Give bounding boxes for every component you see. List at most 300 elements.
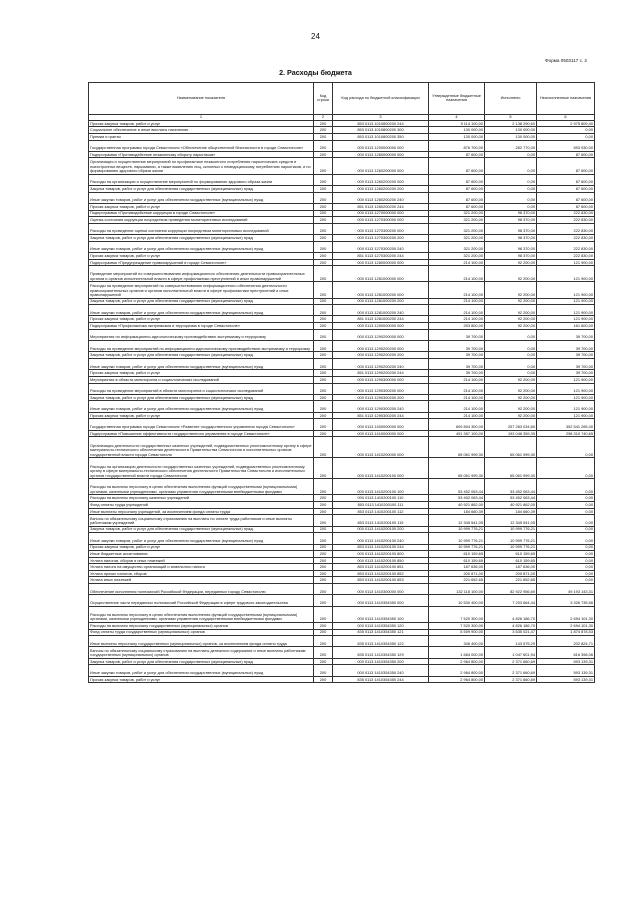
row-approved: 12 345 541,05 — [429, 515, 485, 526]
table-row — [89, 636, 595, 647]
row-name: Уплата прочих налогов, сборов — [89, 570, 314, 577]
row-line-code: 200 — [314, 495, 333, 502]
row-unexecuted: 3 326 735,56 — [537, 595, 595, 606]
table-row — [89, 479, 595, 495]
row-name: Взносы по обязательному социальному страхованию на выплаты денежного содержания и иные выплаты работникам государственных (муниципальных) органов — [89, 647, 314, 658]
row-line-code: 200 — [314, 352, 333, 359]
row-line-code: 200 — [314, 253, 333, 260]
row-unexecuted: 39 700,00 — [537, 329, 595, 340]
row-executed: 610 159,65 — [485, 551, 537, 558]
row-line-code: 200 — [314, 133, 333, 140]
row-unexecuted: 49 193 143,31 — [537, 584, 595, 595]
row-executed: 0,00 — [485, 174, 537, 185]
row-executed: 98 370,00 — [485, 241, 537, 252]
row-line-code: 200 — [314, 329, 333, 340]
row-unexecuted: 0,00 — [537, 533, 595, 544]
col-index: 1 — [89, 114, 314, 120]
header-unexecuted: Неисполненные назначения — [537, 83, 595, 115]
row-classification-code: 000 0113 1410200100 100 — [333, 479, 429, 495]
table-row — [89, 551, 595, 558]
row-line-code: 200 — [314, 358, 333, 369]
row-classification-code: 000 0113 1410354350 000 — [333, 595, 429, 606]
table-row — [89, 235, 595, 242]
row-approved: 214 100,00 — [429, 259, 485, 266]
row-unexecuted: 2 694 101,30 — [537, 606, 595, 622]
table-row — [89, 151, 595, 158]
row-unexecuted: 222 830,00 — [537, 241, 595, 252]
row-name: Расходы на организацию и осуществление мероприятий по формированию здорового образа жизни — [89, 174, 314, 185]
row-line-code: 200 — [314, 120, 333, 127]
row-name: Иные закупки товаров, работ и услуг для обеспечения государственных (муниципальных) нужд — [89, 192, 314, 203]
row-line-code: 200 — [314, 235, 333, 242]
row-name: Подпрограмма «Противодействие незаконному обороту наркотиков» — [89, 151, 314, 158]
row-line-code: 200 — [314, 210, 333, 217]
form-code: Форма 0503117 с. 2 — [545, 58, 587, 63]
row-line-code: 200 — [314, 376, 333, 383]
row-executed: 98 370,00 — [485, 235, 537, 242]
row-executed: 0,00 — [485, 329, 537, 340]
row-line-code: 200 — [314, 458, 333, 479]
row-unexecuted: 121 900,00 — [537, 259, 595, 266]
row-approved: 130 000,00 — [429, 133, 485, 140]
header-executed: Исполнено — [485, 83, 537, 115]
row-classification-code: 000 0113 1260200000 000 — [333, 158, 429, 174]
table-row — [89, 223, 595, 234]
row-name: Прочая закупка товаров, работ и услуг — [89, 676, 314, 683]
row-executed: 7 203 664,44 — [485, 595, 537, 606]
row-executed: 2 371 660,69 — [485, 676, 537, 683]
table-row — [89, 437, 595, 458]
row-approved: 321 200,00 — [429, 210, 485, 217]
row-name: Расходы на проведение мероприятий по совершенствованию информационного обеспечения деятельности правоохранительных органов и органов исполнительной власти в сфере профилактики преступлений и иных правонарушений — [89, 282, 314, 298]
row-approved: 53 452 063,44 — [429, 495, 485, 502]
row-approved: 321 200,00 — [429, 241, 485, 252]
row-name: Прочая закупка товаров, работ и услуг — [89, 253, 314, 260]
row-unexecuted: 222 830,00 — [537, 223, 595, 234]
table-row — [89, 186, 595, 193]
row-classification-code: 851 0113 1260200200 244 — [333, 203, 429, 210]
row-name: Расходы на выплаты персоналу казенных учреждений — [89, 495, 314, 502]
row-unexecuted: 0,00 — [537, 526, 595, 533]
table-row — [89, 323, 595, 330]
row-executed: 0,00 — [485, 358, 537, 369]
row-name: Расходы на проведение мероприятий в области мониторинга и социологических исследований — [89, 383, 314, 394]
row-unexecuted: 0,00 — [537, 570, 595, 577]
row-approved: 214 100,00 — [429, 316, 485, 323]
row-classification-code: 853 0113 1410200100 853 — [333, 577, 429, 584]
table-row — [89, 401, 595, 412]
row-name: Государственная программа города Севастополя «Развитие государственного управления города Севастополя» — [89, 419, 314, 430]
table-row — [89, 203, 595, 210]
row-line-code: 200 — [314, 217, 333, 224]
row-name: Иные закупки товаров, работ и услуг для обеспечения государственных (муниципальных) нужд — [89, 665, 314, 676]
row-approved: 65 061 999,30 — [429, 437, 485, 458]
row-classification-code: 851 0113 1270300200 244 — [333, 253, 429, 260]
row-line-code: 200 — [314, 341, 333, 352]
row-executed: 257 263 034,60 — [485, 419, 537, 430]
row-classification-code: 853 0113 1410200100 111 — [333, 502, 429, 509]
row-unexecuted: 121 900,00 — [537, 305, 595, 316]
row-executed: 10 999 776,21 — [485, 544, 537, 551]
row-unexecuted: 121 900,00 — [537, 266, 595, 282]
row-executed: 98 370,00 — [485, 210, 537, 217]
row-name: Обеспечение исполнения полномочий Российской Федерации, переданных городу Севастополю — [89, 584, 314, 595]
row-executed: 53 452 063,44 — [485, 495, 537, 502]
row-name: Расходы на организацию деятельности государственных казенных учреждений, подведомственных уполномоченному органу в сфере материально-технического обеспечения деятельности Правительства Севастополя и исполнительных органов государственной власти города Севастополя — [89, 458, 314, 479]
table-row — [89, 127, 595, 134]
table-row — [89, 341, 595, 352]
row-line-code: 200 — [314, 186, 333, 193]
table-row — [89, 210, 595, 217]
row-executed: 1 047 601,94 — [485, 647, 537, 658]
row-executed: 92 200,00 — [485, 305, 537, 316]
row-approved: 253 800,00 — [429, 323, 485, 330]
table-row — [89, 676, 595, 683]
row-classification-code: 000 0113 1410200100 800 — [333, 551, 429, 558]
row-unexecuted: 121 900,00 — [537, 394, 595, 401]
row-executed: 98 370,00 — [485, 217, 537, 224]
row-executed: 130 000,00 — [485, 133, 537, 140]
row-line-code: 200 — [314, 629, 333, 636]
row-unexecuted: 222 830,00 — [537, 210, 595, 217]
row-line-code: 200 — [314, 127, 333, 134]
row-line-code: 200 — [314, 259, 333, 266]
row-executed: 282 770,00 — [485, 140, 537, 151]
row-unexecuted: 0,00 — [537, 551, 595, 558]
row-unexecuted: 2 975 809,40 — [537, 120, 595, 127]
row-approved: 321 200,00 — [429, 253, 485, 260]
row-classification-code: 000 0113 1281000200 000 — [333, 282, 429, 298]
row-line-code: 200 — [314, 370, 333, 377]
row-approved: 321 200,00 — [429, 217, 485, 224]
table-row — [89, 533, 595, 544]
row-executed: 187 636,00 — [485, 564, 537, 571]
row-classification-code: 000 0113 1410354350 120 — [333, 622, 429, 629]
row-line-code: 200 — [314, 544, 333, 551]
row-name: Прочая закупка товаров, работ и услуг — [89, 544, 314, 551]
row-name: Взносы по обязательному социальному страхованию на выплаты по оплате труда работников и иные выплаты работникам учреждений — [89, 515, 314, 526]
row-classification-code: 835 0113 1410354350 129 — [333, 647, 429, 658]
row-unexecuted: 0,00 — [537, 502, 595, 509]
row-unexecuted: 298 310 740,65 — [537, 430, 595, 437]
row-approved: 87 600,00 — [429, 174, 485, 185]
row-line-code: 200 — [314, 174, 333, 185]
row-classification-code: 000 0113 1410200100 200 — [333, 526, 429, 533]
row-classification-code: 000 0113 1290200200 200 — [333, 352, 429, 359]
table-row — [89, 120, 595, 127]
row-classification-code: 853 0113 1010800200 244 — [333, 120, 429, 127]
row-executed: 184 660,39 — [485, 508, 537, 515]
row-unexecuted: 39 700,00 — [537, 370, 595, 377]
row-classification-code: 851 0113 1290300200 244 — [333, 412, 429, 419]
row-unexecuted: 121 900,00 — [537, 316, 595, 323]
table-row — [89, 305, 595, 316]
row-executed: 2 371 660,69 — [485, 665, 537, 676]
header-classification-code: Код расхода по бюджетной классификации — [333, 83, 429, 115]
row-approved: 2 964 800,00 — [429, 658, 485, 665]
row-name: Прочая закупка товаров, работ и услуг — [89, 120, 314, 127]
row-line-code: 200 — [314, 223, 333, 234]
row-name: Расходы на проведение мероприятий по информационно-идеологическому противодействию экстремизму и терроризму — [89, 341, 314, 352]
row-approved: 40 921 862,00 — [429, 502, 485, 509]
row-approved: 39 700,00 — [429, 329, 485, 340]
row-classification-code: 000 0113 1270300000 000 — [333, 217, 429, 224]
row-unexecuted: 87 600,00 — [537, 203, 595, 210]
row-line-code: 200 — [314, 515, 333, 526]
page-number: 24 — [311, 32, 320, 41]
row-unexecuted: 0,00 — [537, 564, 595, 571]
row-executed: 3 635 021,47 — [485, 629, 537, 636]
row-executed: 143 575,29 — [485, 636, 537, 647]
row-unexecuted: 121 900,00 — [537, 412, 595, 419]
row-approved: 214 100,00 — [429, 266, 485, 282]
row-classification-code: 000 0113 1260200200 000 — [333, 174, 429, 185]
row-approved: 10 530 400,00 — [429, 595, 485, 606]
row-line-code: 200 — [314, 636, 333, 647]
row-approved: 87 600,00 — [429, 192, 485, 203]
row-approved: 7 520 300,00 — [429, 622, 485, 629]
row-line-code: 200 — [314, 158, 333, 174]
row-unexecuted: 202 824,71 — [537, 636, 595, 647]
row-classification-code: 000 0113 1270300200 200 — [333, 235, 429, 242]
row-classification-code: 000 0113 1410354350 240 — [333, 665, 429, 676]
row-name: Закупка товаров, работ и услуг для обеспечения государственных (муниципальных) нужд — [89, 235, 314, 242]
row-classification-code: 000 0113 1410200100 850 — [333, 557, 429, 564]
table-row — [89, 282, 595, 298]
row-name: Премии и гранты — [89, 133, 314, 140]
row-classification-code: 000 0113 1410200000 000 — [333, 437, 429, 458]
row-name: Иные закупки товаров, работ и услуг для обеспечения государственных (муниципальных) нужд — [89, 241, 314, 252]
row-classification-code: 853 0113 1410200100 852 — [333, 570, 429, 577]
row-executed: 92 200,00 — [485, 259, 537, 266]
row-unexecuted: 593 930,00 — [537, 140, 595, 151]
row-classification-code: 851 0113 1281000200 244 — [333, 316, 429, 323]
table-row — [89, 577, 595, 584]
row-executed: 92 200,00 — [485, 298, 537, 305]
table-row — [89, 458, 595, 479]
row-approved: 214 100,00 — [429, 298, 485, 305]
row-executed: 130 000,00 — [485, 127, 537, 134]
row-line-code: 200 — [314, 282, 333, 298]
row-approved: 10 999 776,21 — [429, 544, 485, 551]
row-classification-code: 000 0113 1260000000 000 — [333, 151, 429, 158]
row-unexecuted: 1 874 878,53 — [537, 629, 595, 636]
row-name: Оценка состояния коррупции посредством проведения мониторинговых исследований — [89, 217, 314, 224]
row-executed: 10 999 776,21 — [485, 533, 537, 544]
table-row — [89, 495, 595, 502]
row-line-code: 200 — [314, 508, 333, 515]
row-line-code: 200 — [314, 298, 333, 305]
row-classification-code: 000 0113 1270000000 000 — [333, 210, 429, 217]
row-name: Подпрограмма «Профилактика экстремизма и терроризма в городе Севастополе» — [89, 323, 314, 330]
row-executed: 4 826 186,70 — [485, 622, 537, 629]
row-name: Расходы на выплаты персоналу государственных (муниципальных) органов — [89, 622, 314, 629]
row-classification-code: 000 0113 1410000000 000 — [333, 430, 429, 437]
table-row — [89, 316, 595, 323]
table-row — [89, 329, 595, 340]
row-line-code: 200 — [314, 437, 333, 458]
row-line-code: 200 — [314, 533, 333, 544]
row-line-code: 200 — [314, 570, 333, 577]
row-name: Прочая закупка товаров, работ и услуг — [89, 412, 314, 419]
expenditure-table — [88, 82, 595, 683]
row-unexecuted: 222 830,00 — [537, 217, 595, 224]
row-unexecuted: 0,00 — [537, 515, 595, 526]
row-classification-code: 853 0113 1410200100 112 — [333, 508, 429, 515]
row-executed: 98 370,00 — [485, 223, 537, 234]
table-row — [89, 647, 595, 658]
row-executed: 0,00 — [485, 203, 537, 210]
table-row — [89, 419, 595, 430]
row-name: Иные закупки товаров, работ и услуг для обеспечения государственных (муниципальных) нужд — [89, 533, 314, 544]
row-name: Подпрограмма «Противодействие коррупции в городе Севастополе» — [89, 210, 314, 217]
table-row — [89, 564, 595, 571]
row-name: Проведение мероприятий по совершенствованию информационного обеспечения деятельности правоохранительных органов и органов исполнительной власти в сфере профилактики преступлений и иных правонарушений — [89, 266, 314, 282]
row-executed: 92 200,00 — [485, 401, 537, 412]
table-row — [89, 584, 595, 595]
table-row — [89, 570, 595, 577]
row-approved: 7 520 300,00 — [429, 606, 485, 622]
row-classification-code: 835 0113 1410354350 122 — [333, 636, 429, 647]
table-row — [89, 174, 595, 185]
row-unexecuted: 593 139,31 — [537, 676, 595, 683]
row-classification-code: 853 0113 1410200100 851 — [333, 564, 429, 571]
row-approved: 610 159,65 — [429, 557, 485, 564]
row-approved: 39 700,00 — [429, 358, 485, 369]
table-row — [89, 526, 595, 533]
row-line-code: 200 — [314, 577, 333, 584]
row-classification-code: 000 0113 1410354350 100 — [333, 606, 429, 622]
row-line-code: 200 — [314, 665, 333, 676]
table-row — [89, 376, 595, 383]
table-row — [89, 394, 595, 401]
row-unexecuted: 121 900,00 — [537, 282, 595, 298]
row-executed: 53 452 063,44 — [485, 479, 537, 495]
row-executed: 221 652,65 — [485, 577, 537, 584]
row-unexecuted: 87 600,00 — [537, 151, 595, 158]
row-name: Уплата налогов, сборов и иных платежей — [89, 557, 314, 564]
row-classification-code: 000 0113 1410354350 200 — [333, 658, 429, 665]
row-classification-code: 000 0113 1400000000 000 — [333, 419, 429, 430]
table-row — [89, 515, 595, 526]
row-unexecuted: 0,00 — [537, 479, 595, 495]
row-approved: 2 964 800,00 — [429, 676, 485, 683]
row-unexecuted: 0,00 — [537, 557, 595, 564]
row-line-code: 200 — [314, 316, 333, 323]
row-executed: 4 826 186,70 — [485, 606, 537, 622]
row-unexecuted: 121 900,00 — [537, 383, 595, 394]
row-classification-code: 000 0113 1410200100 240 — [333, 533, 429, 544]
row-unexecuted: 593 139,31 — [537, 658, 595, 665]
header-row — [89, 83, 595, 115]
row-unexecuted: 39 700,00 — [537, 341, 595, 352]
table-body — [89, 120, 595, 683]
row-name: Расходы на выплаты персоналу в целях обеспечения выполнения функций государственными (муниципальными) органами, казенными учреждениями, органами управления государственными внебюджетными фондами — [89, 606, 314, 622]
row-classification-code: 851 0113 1290200200 244 — [333, 370, 429, 377]
table-row — [89, 383, 595, 394]
row-unexecuted: 121 900,00 — [537, 401, 595, 412]
row-approved: 5 114 100,00 — [429, 120, 485, 127]
row-name: Иные закупки товаров, работ и услуг для обеспечения государственных (муниципальных) нужд — [89, 358, 314, 369]
row-classification-code: 000 0113 1260200200 200 — [333, 186, 429, 193]
row-classification-code: 000 0113 1270300200 000 — [333, 223, 429, 234]
table-row — [89, 595, 595, 606]
row-approved: 321 200,00 — [429, 235, 485, 242]
row-unexecuted: 0,00 — [537, 577, 595, 584]
row-executed: 0,00 — [485, 192, 537, 203]
row-unexecuted: 0,00 — [537, 508, 595, 515]
row-line-code: 200 — [314, 584, 333, 595]
row-approved: 39 700,00 — [429, 352, 485, 359]
table-row — [89, 158, 595, 174]
row-line-code: 200 — [314, 151, 333, 158]
row-executed: 98 370,00 — [485, 253, 537, 260]
row-name: Мероприятия по информационно-идеологическому противодействию экстремизму и терроризму — [89, 329, 314, 340]
row-line-code: 200 — [314, 551, 333, 558]
col-index: 5 — [485, 114, 537, 120]
row-executed: 12 345 541,05 — [485, 515, 537, 526]
row-approved: 39 700,00 — [429, 341, 485, 352]
row-approved: 214 100,00 — [429, 376, 485, 383]
row-name: Организация деятельности государственных казенных учреждений, подведомственных уполномоченному органу в сфере материально-технического обеспечения деятельности Правительства Севастополя и исполнительных органов государственной власти города Севастополя — [89, 437, 314, 458]
row-executed: 65 061 999,30 — [485, 458, 537, 479]
table-row — [89, 658, 595, 665]
row-executed: 92 200,00 — [485, 412, 537, 419]
table-row — [89, 629, 595, 636]
row-approved: 87 600,00 — [429, 186, 485, 193]
row-classification-code: 000 0113 1290300200 000 — [333, 383, 429, 394]
row-classification-code: 835 0113 1410354350 121 — [333, 629, 429, 636]
row-line-code: 200 — [314, 140, 333, 151]
row-unexecuted: 121 900,00 — [537, 376, 595, 383]
row-line-code: 200 — [314, 430, 333, 437]
row-classification-code: 000 0113 1260200200 240 — [333, 192, 429, 203]
table-row — [89, 133, 595, 140]
row-name: Расходы на выплаты персоналу в целях обеспечения выполнения функций государственными (муниципальными) органами, казенными учреждениями, органами управления государственными внебюджетными фондами — [89, 479, 314, 495]
row-name: Иные выплаты персоналу учреждений, за исключением фонда оплаты труда — [89, 508, 314, 515]
table-row — [89, 241, 595, 252]
row-approved: 214 100,00 — [429, 412, 485, 419]
row-approved: 130 000,00 — [429, 127, 485, 134]
row-approved: 87 600,00 — [429, 158, 485, 174]
row-unexecuted: 0,00 — [537, 458, 595, 479]
table-row — [89, 412, 595, 419]
table-row — [89, 606, 595, 622]
row-line-code: 200 — [314, 564, 333, 571]
row-line-code: 200 — [314, 647, 333, 658]
row-executed: 0,00 — [485, 341, 537, 352]
row-executed: 40 921 862,00 — [485, 502, 537, 509]
row-classification-code: 000 0113 1290300200 200 — [333, 394, 429, 401]
row-classification-code: 000 0113 1410300000 000 — [333, 584, 429, 595]
row-line-code: 200 — [314, 526, 333, 533]
table-row — [89, 298, 595, 305]
row-executed: 610 159,65 — [485, 557, 537, 564]
row-executed: 92 200,00 — [485, 383, 537, 394]
row-unexecuted: 0,00 — [537, 544, 595, 551]
row-executed: 92 200,00 — [485, 282, 537, 298]
row-line-code: 200 — [314, 323, 333, 330]
table-row — [89, 217, 595, 224]
row-line-code: 200 — [314, 676, 333, 683]
row-name: Организация и осуществление мероприятий по профилактике незаконного потребления наркотических средств и психотропных веществ, наркомании, а также выявлению лиц, склонных к немедицинскому потреблению наркотиков, и по формированию здорового образа жизни — [89, 158, 314, 174]
row-classification-code: 853 0113 1410200100 244 — [333, 544, 429, 551]
row-executed: 92 200,00 — [485, 323, 537, 330]
row-name: Иные закупки товаров, работ и услуг для обеспечения государственных (муниципальных) нужд — [89, 305, 314, 316]
row-classification-code: 000 0113 1410200100 000 — [333, 458, 429, 479]
row-unexecuted: 121 900,00 — [537, 298, 595, 305]
table-row — [89, 665, 595, 676]
